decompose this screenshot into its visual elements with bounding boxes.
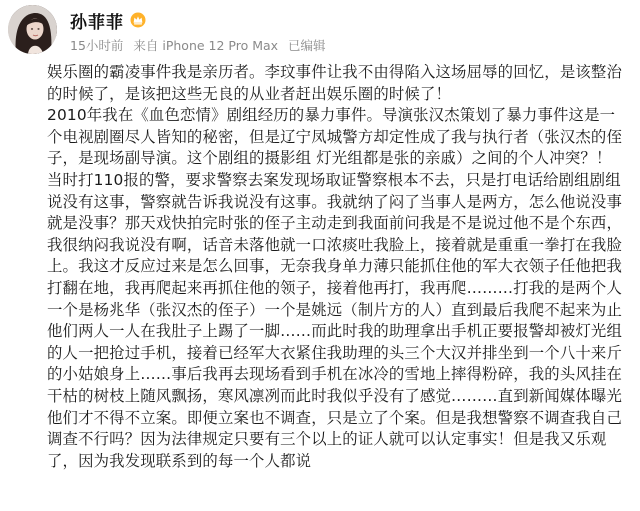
post-paragraph-1: 娱乐圈的霸凌事件我是亲历者。李玟事件让我不由得陷入这场屈辱的回忆，是该整治的时候了，是该把这些无良的从业者赶出娱乐圈的时候了！ xyxy=(47,63,623,103)
post-header xyxy=(0,0,640,62)
username[interactable]: 孙菲菲 xyxy=(70,12,124,33)
avatar-portrait xyxy=(8,5,57,54)
edited-label[interactable]: 已编辑 xyxy=(288,38,326,53)
name-row xyxy=(70,9,146,31)
crown-icon xyxy=(130,12,146,28)
post-body xyxy=(47,62,625,472)
post-paragraph-2: 2010年我在《血色恋情》剧组经历的暴力事件。导演张汉杰策划了暴力事件这是一个电视剧圈尽人皆知的秘密，但是辽宁凤城警方却定性成了我与执行者（张汉杰的侄子，是现场副导演。这个剧组的摄影组 灯光组都是张的亲戚）之间的个人冲突？！当时打110报的警，要求警察去案发现场取证警察根本不去，只是打电话给剧组剧组说没有这事，警察就告诉我说没有这事。我就纳了闷了当事人是两方，怎么他说没事就是没事？那天戏快拍完时张的侄子主动走到我面前问我是不是说过他不是个东西，我很纳闷我说没有啊，话音未落他就一口浓痰吐我脸上，接着就是重重一拳打在我脸上。我这才反应过来是怎么回事，无奈我身单力薄只能抓住他的军大衣领子任他把我打翻在地，我再爬起来再抓住他的领子，接着他再打，我再爬………打我的是两个人一个是杨兆华（张汉杰的侄子）一个是姚远（制片方的人）直到最后我爬不起来为止他们两人一人在我肚子上踢了一脚……而此时我的助理拿出手机正要报警却被灯光组的人一把抢过手机，接着已经军大衣紧住我助理的头三个大汉并排坐到一个八十来斤的小姑娘身上……事后我再去现场看到手机在冰冷的雪地上摔得粉碎，我的头风挂在干枯的树枝上随风飘扬，寒风凛冽而此时我似乎没有了感觉………直到新闻媒体曝光他们才不得不立案。即便立案也不调查，只是立了个案。但是我想警察不调查我自己调查不行吗？因为法律规定只要有三个以上的证人就可以认定事实！但是我又乐观了，因为我发现联系到的每一个人都说 xyxy=(47,106,623,470)
post-meta xyxy=(70,36,332,54)
avatar[interactable] xyxy=(8,5,57,54)
post-time: 15小时前 xyxy=(70,38,124,53)
post-source: 来自 iPhone 12 Pro Max xyxy=(133,38,279,53)
watermark-overlay xyxy=(412,489,622,511)
